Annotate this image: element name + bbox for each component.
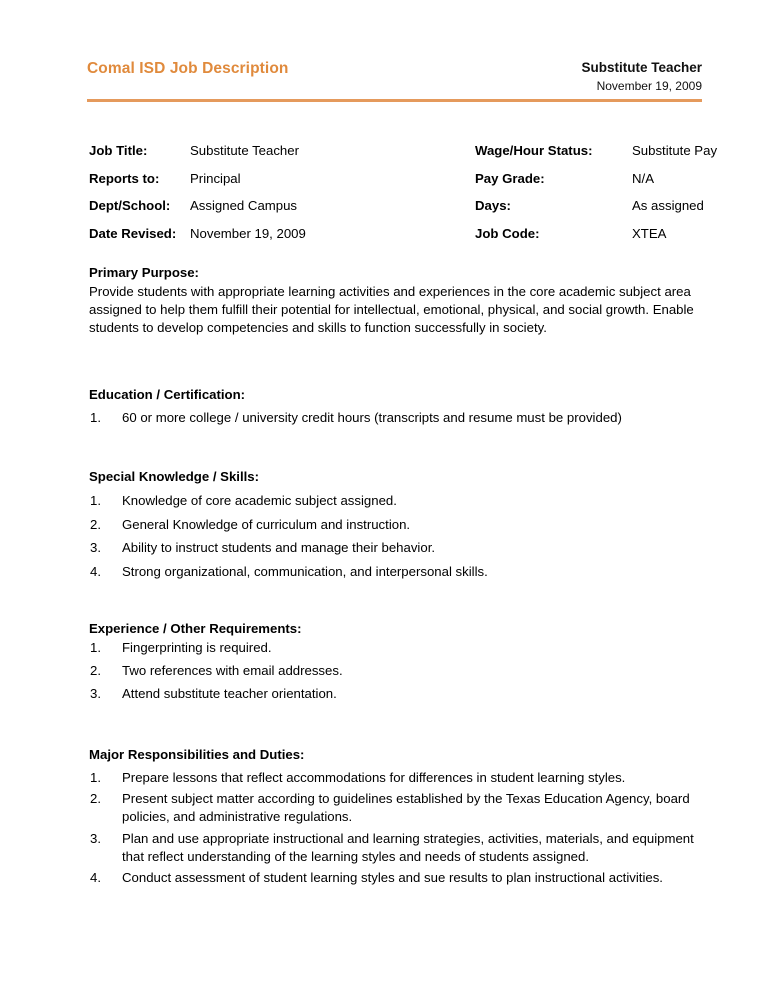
list-item-number: 3. [90, 686, 101, 702]
list-item-text: Fingerprinting is required. [122, 640, 272, 655]
section-heading-skills: Special Knowledge / Skills: [89, 469, 260, 484]
primary-purpose-body: Provide students with appropriate learning activities and experiences in the core academic subject area assigned to help them fulfill their potential for intellectual, emotional, physical, and social growth. Enable students to develop competencies and skills to function successfully in society. [89, 284, 694, 336]
list-item-number: 3. [90, 830, 101, 846]
list-item-number: 1. [90, 410, 101, 425]
section-primary-purpose [89, 264, 704, 338]
list-item [89, 639, 704, 657]
list-item [89, 516, 704, 534]
info-row [0, 142, 768, 170]
list-item-text: Strong organizational, communication, and interpersonal skills. [122, 564, 488, 580]
list-item-number: 2. [90, 516, 101, 532]
list-item-text: Attend substitute teacher orientation. [122, 686, 337, 702]
info-label-days: Days: [475, 198, 511, 213]
info-row [0, 170, 768, 198]
info-label-reports-to: Reports to: [89, 170, 160, 186]
list-item-text: Plan and use appropriate instructional and learning strategies, activities, materials, and equipment that reflect understanding of the learning styles and needs of students assigned. [122, 830, 694, 864]
section-major-responsibilities [89, 746, 704, 890]
list-item-number: 4. [90, 870, 101, 886]
header-divider-rule [87, 99, 702, 102]
info-value-wage-hour-status: Substitute Pay [632, 143, 718, 158]
list-item [89, 830, 704, 866]
list-item [89, 790, 704, 826]
header-meta [581, 60, 702, 94]
list-item [89, 563, 704, 581]
info-label-wage-hour-status: Wage/Hour Status: [475, 143, 593, 158]
experience-list [89, 639, 704, 704]
info-value-reports-to: Principal [190, 170, 241, 186]
page-title: Comal ISD Job Description [87, 60, 289, 77]
list-item-number: 1. [90, 770, 101, 785]
info-label-job-title: Job Title: [89, 143, 148, 158]
section-experience-requirements [89, 620, 704, 709]
info-row [0, 197, 768, 225]
section-heading-primary-purpose: Primary Purpose: [89, 265, 199, 280]
info-value-job-code: XTEA [632, 225, 667, 241]
list-item-number: 2. [90, 663, 101, 679]
section-heading-education: Education / Certification: [89, 387, 246, 402]
list-item [89, 769, 704, 787]
job-role-title: Substitute Teacher [581, 60, 702, 75]
list-item [89, 409, 704, 427]
section-heading-experience: Experience / Other Requirements: [89, 621, 302, 636]
section-heading-duties: Major Responsibilities and Duties: [89, 747, 305, 762]
info-label-job-code: Job Code: [475, 225, 540, 241]
info-label-pay-grade: Pay Grade: [475, 170, 545, 186]
list-item-text: Two references with email addresses. [122, 663, 343, 679]
info-value-dept-school: Assigned Campus [190, 198, 298, 213]
list-item-number: 2. [90, 791, 101, 807]
section-special-knowledge-skills [89, 468, 704, 581]
list-item-text: Conduct assessment of student learning styles and sue results to plan instructional activities. [122, 870, 663, 886]
info-label-dept-school: Dept/School: [89, 198, 171, 213]
job-info-grid [0, 142, 768, 252]
list-item [89, 685, 704, 703]
list-item-text: Knowledge of core academic subject assigned. [122, 493, 397, 508]
duties-list [89, 769, 704, 887]
list-item [89, 492, 704, 510]
info-value-pay-grade: N/A [632, 170, 654, 186]
list-item-number: 1. [90, 493, 101, 508]
education-list [89, 409, 704, 427]
list-item-text: Prepare lessons that reflect accommodations for differences in student learning styles. [122, 770, 626, 785]
list-item-text: Present subject matter according to guidelines established by the Texas Education Agency, board policies, and administrative regulations. [122, 791, 690, 825]
info-value-days: As assigned [632, 198, 704, 213]
info-value-job-title: Substitute Teacher [190, 143, 299, 158]
list-item-text: 60 or more college / university credit hours (transcripts and resume must be provided) [122, 410, 622, 425]
info-value-date-revised: November 19, 2009 [190, 225, 306, 241]
list-item-text: General Knowledge of curriculum and instruction. [122, 516, 411, 532]
list-item-number: 1. [90, 640, 101, 655]
list-item [89, 539, 704, 557]
header-revision-date: November 19, 2009 [596, 78, 702, 93]
list-item-text: Ability to instruct students and manage their behavior. [122, 540, 436, 556]
skills-list [89, 492, 704, 581]
info-label-date-revised: Date Revised: [89, 225, 177, 241]
section-education-certification [89, 386, 704, 427]
list-item-number: 4. [90, 564, 101, 580]
list-item-number: 3. [90, 540, 101, 556]
info-row [0, 225, 768, 253]
document-header [87, 60, 702, 94]
list-item [89, 869, 704, 887]
list-item [89, 662, 704, 680]
